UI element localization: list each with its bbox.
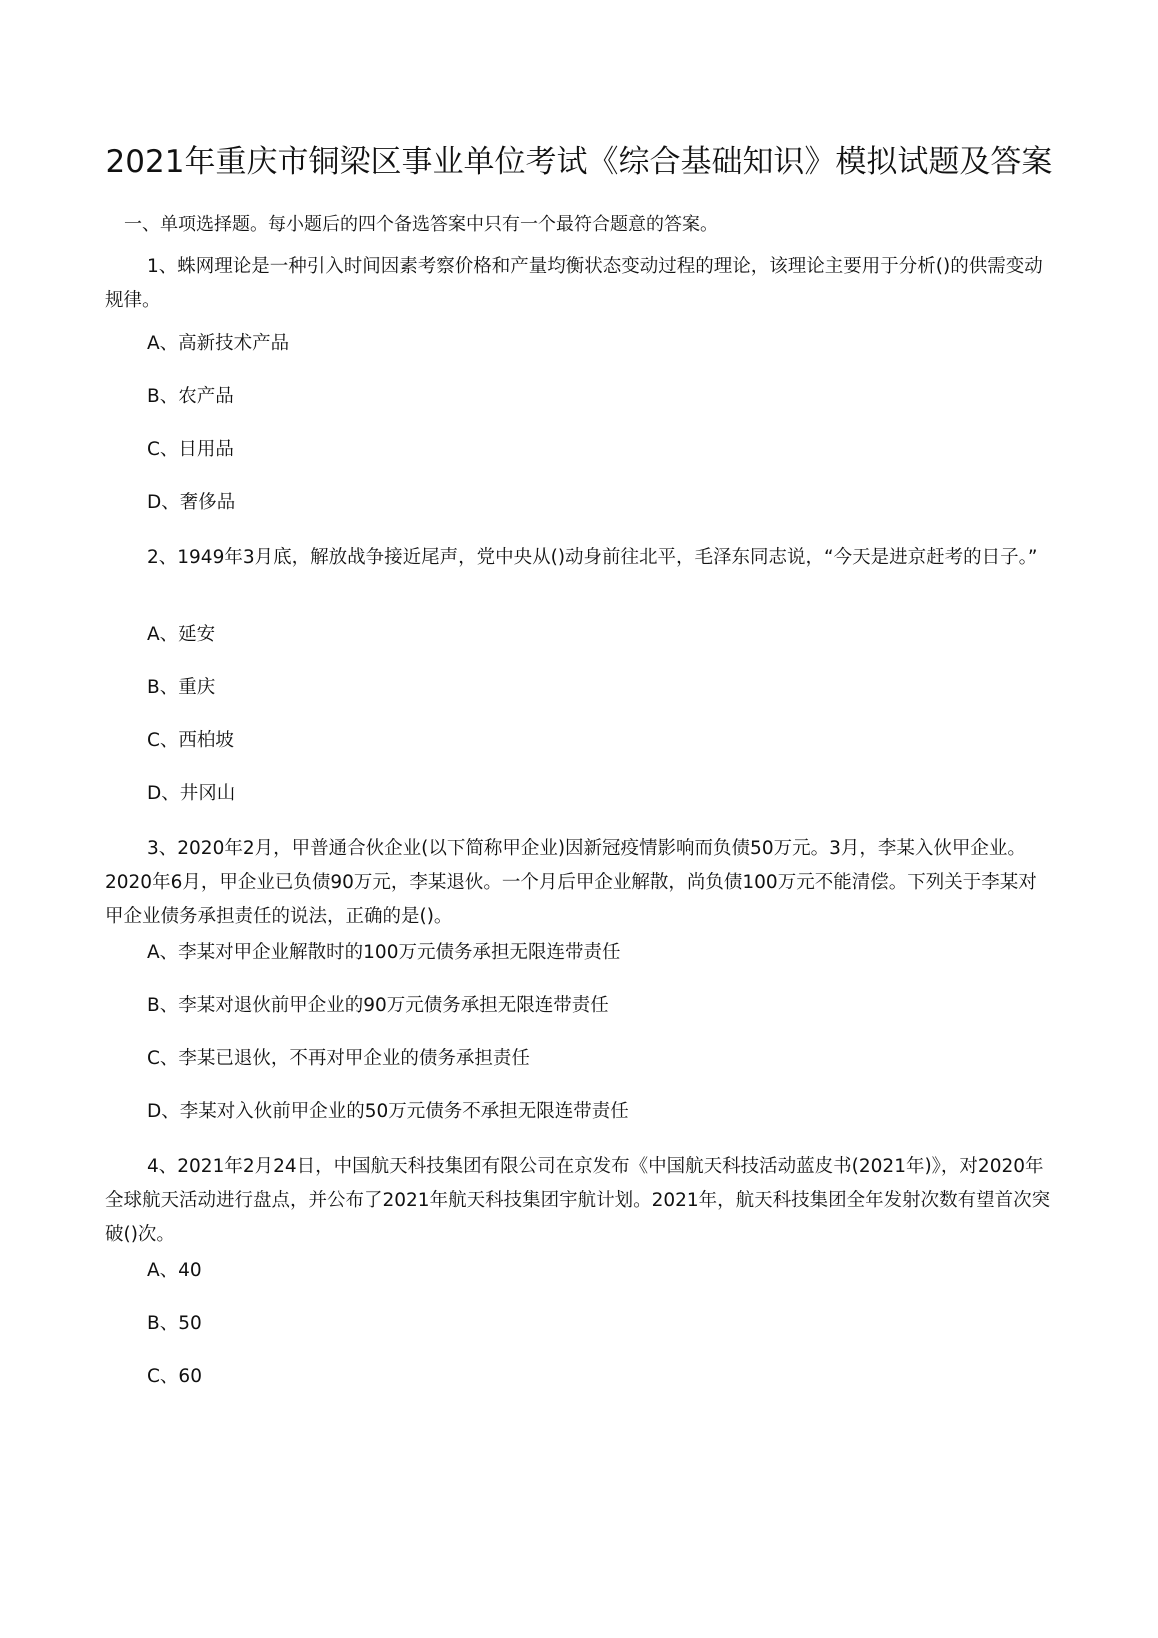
question-2-option-a: A、延安 — [147, 624, 216, 645]
question-4-option-c: C、60 — [147, 1366, 202, 1387]
question-2-text: 2、1949年3月底，解放战争接近尾声，党中央从()动身前往北平，毛泽东同志说，“今天是进京赶考的日子。” — [147, 547, 1038, 568]
question-1-option-b: B、农产品 — [147, 386, 234, 407]
question-4-option-b: B、50 — [147, 1313, 202, 1334]
section-heading: 一、单项选择题。每小题后的四个备选答案中只有一个最符合题意的答案。 — [124, 214, 718, 235]
question-3-option-a: A、李某对甲企业解散时的100万元债务承担无限连带责任 — [147, 942, 621, 963]
question-1-option-d: D、奢侈品 — [147, 492, 236, 513]
question-3-option-c: C、李某已退伙，不再对甲企业的债务承担责任 — [147, 1048, 530, 1069]
question-3-option-d: D、李某对入伙前甲企业的50万元债务不承担无限连带责任 — [147, 1101, 629, 1122]
page-title: 2021年重庆市铜梁区事业单位考试《综合基础知识》模拟试题及答案 — [105, 144, 1053, 180]
question-3-option-b: B、李某对退伙前甲企业的90万元债务承担无限连带责任 — [147, 995, 609, 1016]
question-2-option-c: C、西柏坡 — [147, 730, 234, 751]
question-3-text: 3、2020年2月，甲普通合伙企业(以下简称甲企业)因新冠疫情影响而负债50万元。3月，李某入伙甲企业。2020年6月，甲企业已负债90万元，李某退伙。一个月后甲企业解散，尚负债100万元不能清偿。下列关于李某对甲企业债务承担责任的说法，正确的是()。 — [105, 838, 1037, 927]
question-1-option-a: A、高新技术产品 — [147, 333, 290, 354]
question-1-option-c: C、日用品 — [147, 439, 234, 460]
question-4-option-a: A、40 — [147, 1260, 202, 1281]
question-2-option-d: D、井冈山 — [147, 783, 236, 804]
question-2-option-b: B、重庆 — [147, 677, 216, 698]
question-1-text: 1、蛛网理论是一种引入时间因素考察价格和产量均衡状态变动过程的理论，该理论主要用于分析()的供需变动规律。 — [105, 256, 1043, 311]
question-4-text: 4、2021年2月24日，中国航天科技集团有限公司在京发布《中国航天科技活动蓝皮书(2021年)》，对2020年全球航天活动进行盘点，并公布了2021年航天科技集团宇航计划。2021年，航天科技集团全年发射次数有望首次突破()次。 — [105, 1156, 1051, 1245]
